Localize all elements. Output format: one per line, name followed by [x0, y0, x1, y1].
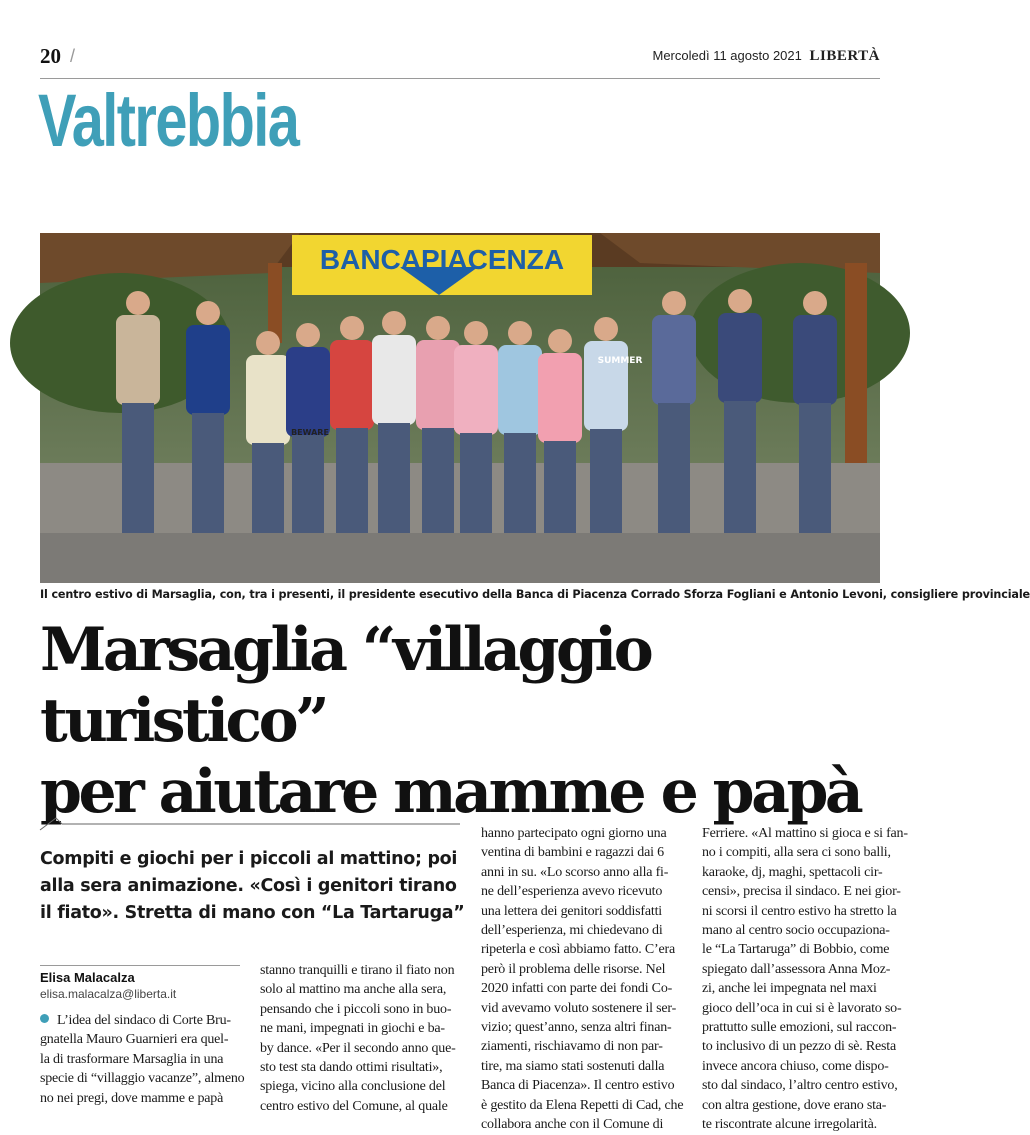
- person-legs: [544, 441, 576, 533]
- newspaper-brand: LIBERTÀ: [809, 48, 880, 64]
- dateline: [653, 48, 881, 65]
- headline-line-2: per aiutare mamme e papà: [40, 757, 861, 827]
- section-title: Valtrebbia: [38, 79, 299, 162]
- person-legs: [658, 403, 690, 533]
- person-body: [116, 315, 160, 405]
- body-line: pensando che i piccoli sono in buo-: [260, 1001, 452, 1017]
- person-legs: [422, 428, 454, 533]
- bullet-dot-icon: [40, 1014, 49, 1023]
- page-number: 20: [40, 44, 61, 68]
- body-line: spiegato dall’assessora Anna Moz-: [702, 961, 891, 977]
- body-column-3: [481, 824, 686, 1135]
- banner-text: BANCAPIACENZA: [319, 244, 565, 275]
- person-legs: [504, 433, 536, 533]
- person-body: [793, 315, 837, 405]
- person-body: [498, 345, 542, 435]
- body-line: con altra gestione, dove erano sta-: [702, 1097, 887, 1113]
- body-line: prattutto sulle emozioni, sul raccon-: [702, 1020, 897, 1036]
- body-column-1: [40, 1011, 246, 1108]
- person-head: [803, 291, 827, 315]
- person-head: [662, 291, 686, 315]
- body-line: ripeterla e così abbiamo fatto. C’era: [481, 942, 675, 958]
- body-line: dell’esperienza, mi chiedevano di: [481, 923, 663, 939]
- body-line: no nei pregi, dove mamme e papà: [40, 1090, 224, 1106]
- body-line: to inclusivo di un pezzo di sè. Resta: [702, 1039, 897, 1055]
- person-head: [340, 316, 364, 340]
- body-column-4: [702, 824, 907, 1135]
- body-line: una lettera dei genitori soddisfatti: [481, 903, 662, 919]
- person-legs: [336, 428, 368, 533]
- page-number-slash: /: [70, 46, 76, 66]
- body-line: sto dal sindaco, l’altro centro estivo,: [702, 1078, 898, 1094]
- person-head: [382, 311, 406, 335]
- body-line: vizio; quest’anno, senza altri finan-: [481, 1020, 672, 1036]
- body-line: ziamenti, rischiavamo di non par-: [481, 1039, 663, 1055]
- person-body: [416, 340, 460, 430]
- person-legs: [192, 413, 224, 533]
- person-body: [286, 347, 330, 437]
- subheadline: [40, 846, 470, 927]
- body-column-2: [260, 961, 465, 1116]
- body-line: centro estivo del Comune, al quale: [260, 1098, 448, 1114]
- body-line: gnatella Mauro Guarnieri era quel-: [40, 1032, 229, 1048]
- body-line: gioco dell’oca in cui si è lavorato so-: [702, 1000, 902, 1016]
- body-line: le “La Tartaruga” di Bobbio, come: [702, 942, 890, 958]
- person-body: [372, 335, 416, 425]
- body-line: hanno partecipato ogni giorno una: [481, 826, 667, 841]
- body-line: ne dell’esperienza avevo ricevuto: [481, 884, 663, 900]
- body-line: ventina di bambini e ragazzi dai 6: [481, 845, 664, 861]
- body-line: Banca di Piacenza». Il centro estivo: [481, 1078, 675, 1094]
- body-line: L’idea del sindaco di Corte Bru-: [40, 1011, 246, 1030]
- person-body: [246, 355, 290, 445]
- article-photo: [40, 233, 880, 583]
- subhead-line-3: il fiato». Stretta di mano con “La Tartaruga”: [40, 903, 465, 923]
- body-line: Ferriere. «Al mattino si gioca e si fan-: [702, 826, 908, 841]
- body-line: la di trasformare Marsaglia in una: [40, 1051, 224, 1067]
- body-line: invece ancora chiuso, come dispo-: [702, 1058, 889, 1074]
- body-line: ni scorsi il centro estivo ha stretto la: [702, 903, 897, 919]
- person-head: [126, 291, 150, 315]
- body-line: mano al centro socio occupaziona-: [702, 923, 890, 939]
- person-legs: [252, 443, 284, 533]
- body-line: collabora anche con il Comune di: [481, 1117, 664, 1133]
- subhead-line-2: alla sera animazione. «Così i genitori tirano: [40, 876, 457, 896]
- author-rule: [40, 965, 240, 966]
- body-line: spiega, vicino alla conclusione del: [260, 1079, 446, 1095]
- photo-caption: Il centro estivo di Marsaglia, con, tra i presenti, il presidente esecutivo della Banca di Piacenza Corrado Sforza Fogliani e Antonio Levoni, consigliere provinciale: [40, 588, 1030, 601]
- person-head: [548, 329, 572, 353]
- body-line: 2020 infatti con parte dei fondi Co-: [481, 981, 673, 997]
- author-name: Elisa Malacalza: [40, 970, 135, 985]
- person-head: [594, 317, 618, 341]
- body-line: è gestito da Elena Repetti di Cad, che: [481, 1097, 684, 1113]
- person-legs: [378, 423, 410, 533]
- subhead-line-1: Compiti e giochi per i piccoli al mattino; poi: [40, 849, 458, 869]
- person-head: [464, 321, 488, 345]
- page-header: [40, 44, 880, 70]
- body-line: anni in su. «Lo scorso anno alla fi-: [481, 864, 669, 880]
- body-line: tire, ma siamo stati sostenuti dalla: [481, 1058, 665, 1074]
- body-line: karaoke, dj, maghi, spettacoli cir-: [702, 864, 883, 880]
- body-line: vid avevamo voluto sostenere il ser-: [481, 1000, 677, 1016]
- body-line: by dance. «Per il secondo anno que-: [260, 1040, 456, 1056]
- body-line: ne mani, impegnati in giochi e ba-: [260, 1021, 445, 1037]
- person-head: [256, 331, 280, 355]
- author-email[interactable]: elisa.malacalza@liberta.it: [40, 987, 177, 1001]
- person-legs: [590, 429, 622, 533]
- group-photo-illustration: [40, 233, 880, 583]
- issue-date: Mercoledì 11 agosto 2021: [652, 48, 802, 63]
- body-line: solo al mattino ma anche alla sera,: [260, 982, 447, 998]
- person-legs: [724, 401, 756, 533]
- headline: [40, 615, 900, 828]
- decorative-rule: [40, 816, 460, 832]
- body-line: no i compiti, alla sera ci sono balli,: [702, 845, 891, 861]
- body-line: stanno tranquilli e tirano il fiato non: [260, 963, 455, 978]
- person-head: [426, 316, 450, 340]
- body-line: specie di “villaggio vacanze”, almeno: [40, 1071, 245, 1087]
- person-body: [454, 345, 498, 435]
- body-line: censi», precisa il sindaco. E nei gior-: [702, 884, 901, 900]
- body-line: però il problema delle risorse. Nel: [481, 961, 666, 977]
- body-line: te riscontrate alcune irregolarità.: [702, 1117, 877, 1133]
- body-line: zi, anche lei impegnata nel maxi: [702, 981, 877, 997]
- person-legs: [292, 435, 324, 533]
- person-body: [718, 313, 762, 403]
- person-head: [508, 321, 532, 345]
- person-head: [728, 289, 752, 313]
- headline-line-1: Marsaglia “villaggio turistico”: [40, 615, 651, 756]
- person-head: [196, 301, 220, 325]
- person-legs: [460, 433, 492, 533]
- person-body: [186, 325, 230, 415]
- person-legs: [799, 403, 831, 533]
- person-head: [296, 323, 320, 347]
- shirt-text-summer: SUMMER: [597, 356, 643, 366]
- person-legs: [122, 403, 154, 533]
- person-body: [584, 341, 628, 431]
- person-body: [652, 315, 696, 405]
- person-body: [330, 340, 374, 430]
- person-body: [538, 353, 582, 443]
- body-line: sto test sta dando ottimi risultati»,: [260, 1060, 443, 1076]
- shirt-text-beware: BEWARE: [291, 428, 329, 437]
